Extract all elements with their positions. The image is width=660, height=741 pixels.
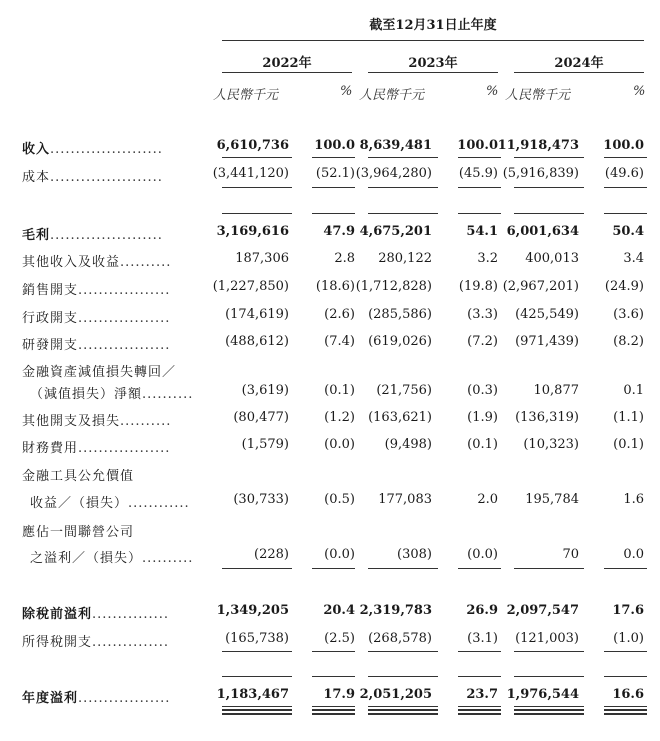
double-underline [368,709,438,711]
cell-pct-2024: 1.6 [623,492,644,507]
cell-amount-2023: (1,712,828) [355,279,432,294]
row-label: 收益／（損失）............ [30,496,190,511]
cell-pct-2024: (24.9) [604,279,644,294]
double-underline [604,713,647,715]
leader-dots: ...................... [50,228,163,243]
cell-amount-2023: (21,756) [376,383,432,398]
double-underline [312,709,355,711]
cell-pct-2022: (0.1) [324,383,355,398]
cell-amount-2024: (5,916,839) [502,166,579,181]
double-underline [222,709,292,711]
cell-pct-2023: 23.7 [466,687,498,702]
cell-pct-2024: 17.6 [612,603,644,618]
cell-pct-2022: (0.0) [324,547,355,562]
cell-amount-2022: 187,306 [235,251,289,266]
subtotal-rule [222,568,292,569]
leader-dots: .......... [142,387,194,402]
row-label: 金融資產減值損失轉回／ [22,365,177,380]
cell-pct-2023: (0.0) [467,547,498,562]
cell-pct-2023: (45.9) [458,166,498,181]
subtotal-rule [368,213,438,214]
cell-pct-2022: 17.9 [323,687,355,702]
period-rule [222,40,644,41]
row-label: 其他開支及損失.......... [22,414,172,429]
row-label: 毛利...................... [22,228,163,243]
subtotal-rule [514,187,584,188]
cell-amount-2022: (80,477) [233,410,289,425]
subtotal-rule [604,676,647,677]
cell-amount-2022: (174,619) [225,307,289,322]
period-header: 截至12月31日止年度 [369,18,497,33]
cell-pct-2024: (3.6) [613,307,644,322]
subtotal-rule [312,187,355,188]
cell-pct-2023: (0.1) [467,437,498,452]
double-underline [514,706,584,707]
cell-pct-2022: (0.5) [324,492,355,507]
cell-amount-2024: 1,976,544 [506,687,579,702]
row-label: 收入...................... [22,142,163,157]
subtotal-rule [312,213,355,214]
cell-pct-2024: (1.1) [613,410,644,425]
double-underline [604,706,647,707]
subtotal-rule [514,568,584,569]
cell-pct-2022: (7.4) [324,334,355,349]
cell-amount-2022: (30,733) [233,492,289,507]
subtotal-rule [222,213,292,214]
subtotal-rule [222,676,292,677]
subtotal-rule-top [604,157,647,158]
cell-pct-2024: 0.0 [623,547,644,562]
subtotal-rule [458,568,501,569]
year-2023: 2023年 [408,56,458,71]
row-label: 成本...................... [22,170,163,185]
subtotal-rule-top [514,157,584,158]
subtotal-rule [222,187,292,188]
unit-rmb-2024: 人民幣千元 [505,88,571,103]
cell-pct-2023: (1.9) [467,410,498,425]
cell-pct-2023: 100.0 [457,138,498,153]
row-label: 其他收入及收益.......... [22,255,172,270]
cell-amount-2022: (3,619) [241,383,289,398]
subtotal-rule-top [368,157,438,158]
cell-amount-2023: (619,026) [368,334,432,349]
leader-dots: .................. [78,311,171,326]
cell-amount-2024: (971,439) [515,334,579,349]
subtotal-rule [514,213,584,214]
double-underline [514,709,584,711]
cell-amount-2022: (165,738) [225,631,289,646]
cell-pct-2022: 2.8 [334,251,355,266]
cell-amount-2024: 10,877 [533,383,579,398]
subtotal-rule [514,676,584,677]
leader-dots: .......... [142,551,194,566]
cell-amount-2023: 280,122 [378,251,432,266]
leader-dots: ............ [128,496,190,511]
cell-amount-2022: (228) [254,547,289,562]
subtotal-rule [368,676,438,677]
cell-pct-2022: (2.5) [324,631,355,646]
leader-dots: .................. [78,338,171,353]
cell-pct-2024: 16.6 [612,687,644,702]
cell-amount-2023: 177,083 [378,492,432,507]
cell-amount-2023: 2,319,783 [359,603,432,618]
cell-amount-2023: 4,675,201 [359,224,432,239]
cell-amount-2024: (121,003) [515,631,579,646]
cell-pct-2024: (0.1) [613,437,644,452]
leader-dots: ............... [92,607,170,622]
row-label: 應佔一間聯營公司 [22,525,135,540]
subtotal-rule [514,651,584,652]
cell-pct-2022: (52.1) [315,166,355,181]
cell-pct-2023: 26.9 [466,603,498,618]
leader-dots: .................. [78,441,171,456]
subtotal-rule-top [222,157,292,158]
row-label: 所得稅開支............... [22,635,170,650]
cell-pct-2023: 2.0 [477,492,498,507]
cell-amount-2023: (285,586) [368,307,432,322]
cell-amount-2024: (10,323) [523,437,579,452]
cell-amount-2022: (1,227,850) [212,279,289,294]
cell-amount-2023: (308) [397,547,432,562]
row-label: （減值損失）淨額.......... [30,387,194,402]
cell-amount-2022: (3,441,120) [212,166,289,181]
cell-amount-2024: 70 [562,547,579,562]
unit-rmb-2022: 人民幣千元 [213,88,279,103]
cell-pct-2023: 54.1 [466,224,498,239]
cell-pct-2023: (7.2) [467,334,498,349]
year-2024: 2024年 [554,56,604,71]
unit-pct-2022: % [340,84,353,99]
row-label: 行政開支.................. [22,311,171,326]
row-label: 年度溢利.................. [22,691,171,706]
year-rule-2024 [514,72,644,73]
double-underline [312,713,355,715]
cell-amount-2024: (425,549) [515,307,579,322]
cell-pct-2023: (3.3) [467,307,498,322]
leader-dots: ............... [92,635,170,650]
subtotal-rule [458,187,501,188]
cell-pct-2023: 3.2 [477,251,498,266]
subtotal-rule [312,651,355,652]
cell-amount-2023: (163,621) [368,410,432,425]
cell-amount-2022: 3,169,616 [216,224,289,239]
subtotal-rule [222,651,292,652]
subtotal-rule [604,568,647,569]
cell-pct-2022: (0.0) [324,437,355,452]
leader-dots: ...................... [50,170,163,185]
row-label: 金融工具公允價值 [22,469,135,484]
cell-amount-2024: 11,918,473 [497,138,579,153]
subtotal-rule [604,651,647,652]
cell-pct-2022: 47.9 [323,224,355,239]
double-underline [458,706,501,707]
leader-dots: .................. [78,283,171,298]
double-underline [368,713,438,715]
row-label: 銷售開支.................. [22,283,171,298]
unit-pct-2024: % [633,84,646,99]
double-underline [458,709,501,711]
cell-amount-2023: 2,051,205 [359,687,432,702]
double-underline [312,706,355,707]
subtotal-rule [458,676,501,677]
cell-pct-2022: 100.0 [314,138,355,153]
cell-pct-2022: 20.4 [323,603,355,618]
subtotal-rule [368,187,438,188]
subtotal-rule-top [312,157,355,158]
subtotal-rule [604,187,647,188]
subtotal-rule [312,676,355,677]
cell-amount-2022: 6,610,736 [216,138,289,153]
cell-amount-2024: (2,967,201) [502,279,579,294]
cell-amount-2022: (488,612) [225,334,289,349]
cell-pct-2023: (0.3) [467,383,498,398]
cell-amount-2024: 400,013 [525,251,579,266]
double-underline [604,709,647,711]
leader-dots: .................. [78,691,171,706]
cell-amount-2023: (3,964,280) [355,166,432,181]
cell-pct-2022: (2.6) [324,307,355,322]
double-underline [222,713,292,715]
subtotal-rule [368,568,438,569]
cell-amount-2024: 195,784 [525,492,579,507]
cell-amount-2022: (1,579) [241,437,289,452]
cell-amount-2024: 2,097,547 [506,603,579,618]
cell-pct-2022: (18.6) [315,279,355,294]
row-label: 之溢利／（損失）.......... [30,551,194,566]
row-label: 除稅前溢利............... [22,607,170,622]
row-label: 財務費用.................. [22,441,171,456]
cell-amount-2023: 8,639,481 [359,138,432,153]
cell-pct-2024: (8.2) [613,334,644,349]
unit-pct-2023: % [486,84,499,99]
cell-pct-2023: (3.1) [467,631,498,646]
subtotal-rule [604,213,647,214]
cell-pct-2024: 50.4 [612,224,644,239]
year-rule-2023 [368,72,498,73]
cell-pct-2024: 3.4 [623,251,644,266]
cell-pct-2023: (19.8) [458,279,498,294]
cell-pct-2024: (1.0) [613,631,644,646]
cell-amount-2024: 6,001,634 [506,224,579,239]
leader-dots: .......... [120,255,172,270]
cell-pct-2024: 100.0 [603,138,644,153]
double-underline [458,713,501,715]
cell-amount-2023: (9,498) [384,437,432,452]
double-underline [368,706,438,707]
double-underline [222,706,292,707]
cell-pct-2022: (1.2) [324,410,355,425]
unit-rmb-2023: 人民幣千元 [359,88,425,103]
subtotal-rule [312,568,355,569]
cell-amount-2022: 1,349,205 [216,603,289,618]
row-label: 研發開支.................. [22,338,171,353]
cell-pct-2024: 0.1 [623,383,644,398]
cell-pct-2024: (49.6) [604,166,644,181]
subtotal-rule [458,213,501,214]
double-underline [514,713,584,715]
year-2022: 2022年 [262,56,312,71]
leader-dots: ...................... [50,142,163,157]
subtotal-rule [458,651,501,652]
cell-amount-2022: 1,183,467 [216,687,289,702]
year-rule-2022 [222,72,352,73]
subtotal-rule [368,651,438,652]
cell-amount-2023: (268,578) [368,631,432,646]
leader-dots: .......... [120,414,172,429]
subtotal-rule-top [458,157,501,158]
cell-amount-2024: (136,319) [515,410,579,425]
